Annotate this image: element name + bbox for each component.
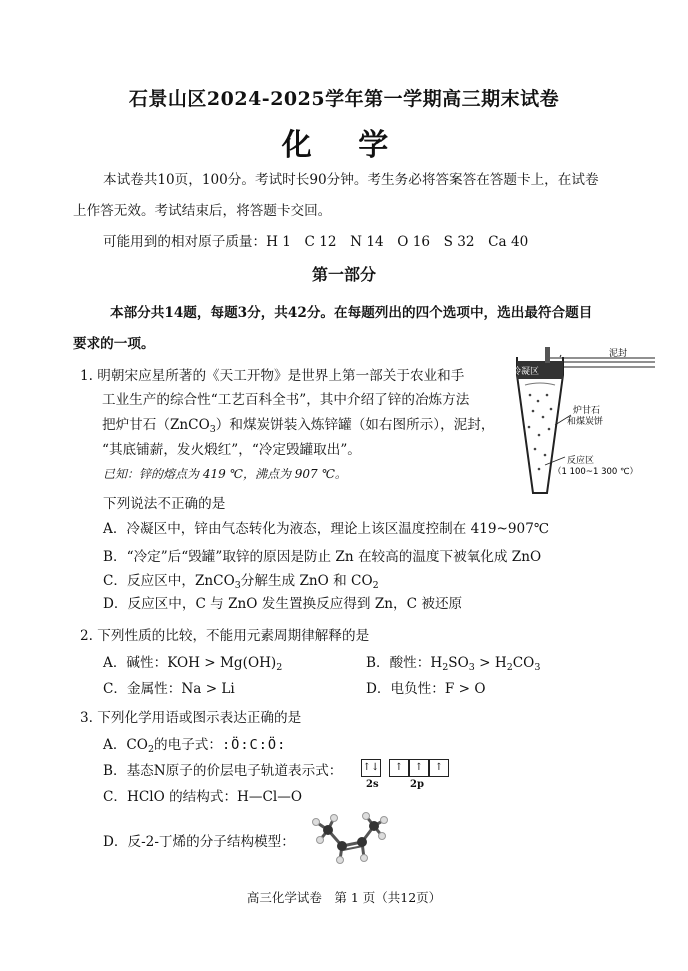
orbital-2p-label: 2p	[410, 779, 424, 790]
fig-condense-label: 冷凝区	[512, 367, 540, 377]
orbital-2p-box-2: ↑	[409, 759, 429, 777]
q1-option-d: D．反应区中，C 与 ZnO 发生置换反应得到 Zn，C 被还原	[103, 596, 463, 612]
q1-line-1: 1. 明朝宋应星所著的《天工开物》是世界上第一部关于农业和手	[80, 368, 465, 384]
fig-ore-label-1: 炉甘石	[573, 406, 601, 416]
q1-note: 已知：锌的熔点为 419 ℃，沸点为 907 ℃。	[103, 467, 347, 481]
q3-option-a: A．$CO_2$的电子式：:Ö:C:Ö:	[103, 737, 287, 755]
q1-option-c: C．反应区中，ZnCO$_3$分解生成 ZnO 和 $CO_2$	[103, 573, 379, 591]
q3-stem: 3. 下列化学用语或图示表达正确的是	[80, 710, 302, 726]
q3-option-b: B．基态N原子的价层电子轨道表示式：	[103, 763, 343, 779]
q2-stem: 2. 下列性质的比较，不能用元素周期律解释的是	[80, 628, 370, 644]
q3-option-c: C．HClO 的结构式：H—Cl—O	[103, 789, 302, 805]
page-footer: 高三化学试卷 第 1 页（共12页）	[246, 890, 442, 905]
q1-line-4: “其底铺薪，发火煅红”，“冷定毁罐取出”。	[102, 442, 361, 458]
intro-line-2: 上作答无效。考试结束后，将答题卡交回。	[73, 203, 332, 219]
fig-react-label: 反应区	[567, 456, 595, 466]
q1-option-a: A．冷凝区中，锌由气态转化为液态，理论上该区温度控制在 419~907℃	[103, 521, 550, 537]
trans-2-butene-model	[308, 808, 388, 868]
q2-option-c: C．金属性：Na > Li	[103, 681, 235, 697]
orbital-2s-label: 2s	[366, 779, 379, 790]
orbital-diagram	[361, 757, 449, 777]
q1-line-3: 把炉甘石（ZnCO$_3$）和煤炭饼装入炼锌罐（如右图所示），泥封，	[102, 417, 495, 435]
subject-title: 化 学	[281, 128, 407, 163]
q2-option-a: A．碱性：KOH > $Mg(OH)_2$	[103, 655, 283, 673]
orbital-2s-box: ↑↓	[361, 759, 381, 777]
atomic-masses: 可能用到的相对原子质量：H 1 C 12 N 14 O 16 S 32 Ca 40	[103, 234, 529, 250]
fig-ore-label-2: 和煤炭饼	[567, 417, 604, 427]
fig-seal-label: 泥封	[609, 349, 628, 359]
orbital-2p-box-1: ↑	[389, 759, 409, 777]
zinc-smelting-crucible-figure	[505, 345, 665, 505]
q1-option-b: B．“冷定”后“毁罐”取锌的原因是防止 Zn 在较高的温度下被氧化成 ZnO	[103, 549, 542, 565]
fig-temp-label: （1 100~1 300 ℃）	[553, 467, 639, 477]
orbital-2p-box-3: ↑	[429, 759, 449, 777]
section-title: 第一部分	[311, 265, 376, 284]
exam-title: 石景山区2024-2025学年第一学期高三期末试卷	[128, 88, 560, 110]
q3-option-d: D．反-2-丁烯的分子结构模型：	[103, 834, 295, 850]
section-desc-2: 要求的一项。	[73, 336, 155, 352]
q1-stem: 下列说法不正确的是	[103, 496, 226, 512]
q2-option-b: B．酸性：$H_2SO_3 > H_2CO_3$	[366, 655, 541, 673]
q1-line-2: 工业生产的综合性“工艺百科全书”，其中介绍了锌的冶炼方法	[102, 392, 470, 408]
q2-option-d: D．电负性：F > O	[366, 681, 486, 697]
section-desc-1: 本部分共14题，每题3分，共42分。在每题列出的四个选项中，选出最符合题目	[110, 305, 593, 321]
intro-line-1: 本试卷共10页，100分。考试时长90分钟。考生务必将答案答在答题卡上，在试卷	[103, 172, 599, 188]
